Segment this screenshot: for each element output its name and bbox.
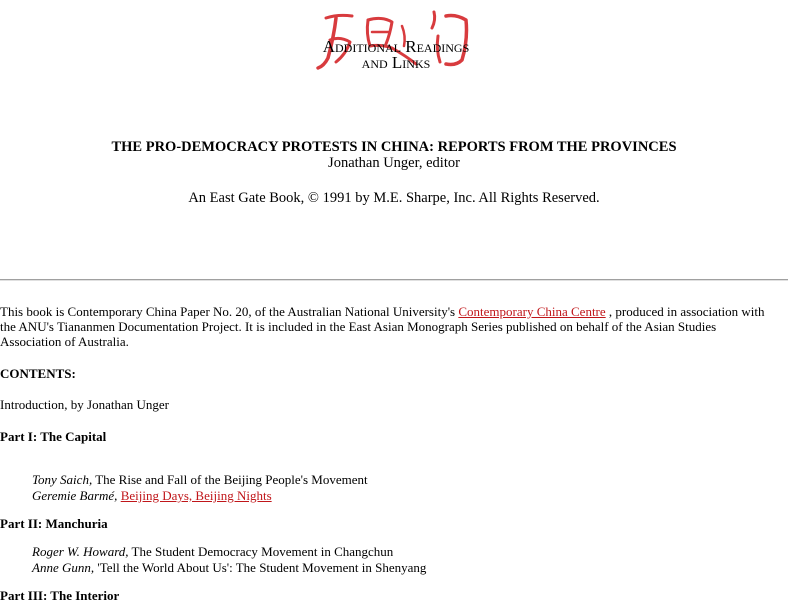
publisher-line: An East Gate Book, © 1991 by M.E. Sharpe, Inc. All Rights Reserved. bbox=[188, 190, 600, 206]
contents-heading: CONTENTS: bbox=[0, 366, 76, 381]
toc-entry bbox=[32, 472, 368, 487]
intro-text-before: This book is Contemporary China Paper No. 20, of the Australian National University's bbox=[0, 304, 459, 319]
intro-text-after: , produced in association with the ANU's Tiananmen Documentation Project. It is included in the East Asian Monograph Series published on behalf of the Asian Studies Association of Australia. bbox=[0, 304, 765, 349]
entry-title: The Rise and Fall of the Beijing People's Movement bbox=[92, 472, 368, 487]
entry-author: Tony Saich, bbox=[32, 472, 93, 487]
toc-entry bbox=[32, 560, 426, 575]
contemporary-china-centre-link[interactable]: Contemporary China Centre bbox=[458, 304, 606, 319]
entry-title: 'Tell the World About Us': The Student Movement in Shenyang bbox=[94, 560, 427, 575]
introduction-entry: Introduction, by Jonathan Unger bbox=[0, 397, 169, 412]
entry-author: Geremie Barmé, bbox=[32, 488, 118, 503]
logo-text-line2: and Links bbox=[361, 53, 431, 72]
part-heading-manchuria: Part II: Manchuria bbox=[0, 516, 108, 531]
beijing-days-link[interactable]: Beijing Days, Beijing Nights bbox=[120, 488, 272, 503]
toc-entry bbox=[32, 488, 272, 503]
entry-author: Anne Gunn, bbox=[32, 560, 95, 575]
entry-author: Roger W. Howard, bbox=[32, 544, 129, 559]
header-logo bbox=[306, 6, 486, 72]
part-heading-capital: Part I: The Capital bbox=[0, 429, 107, 444]
horizontal-divider bbox=[0, 279, 788, 281]
logo-text-line1: Additional Readings bbox=[322, 37, 470, 56]
part-heading-interior: Part III: The Interior bbox=[0, 588, 120, 603]
toc-entry bbox=[32, 544, 393, 559]
book-editor: Jonathan Unger, editor bbox=[328, 155, 460, 171]
intro-paragraph bbox=[0, 304, 775, 349]
book-title: THE PRO-DEMOCRACY PROTESTS IN CHINA: REPORTS FROM THE PROVINCES bbox=[111, 139, 677, 155]
entry-title: The Student Democracy Movement in Changchun bbox=[128, 544, 394, 559]
